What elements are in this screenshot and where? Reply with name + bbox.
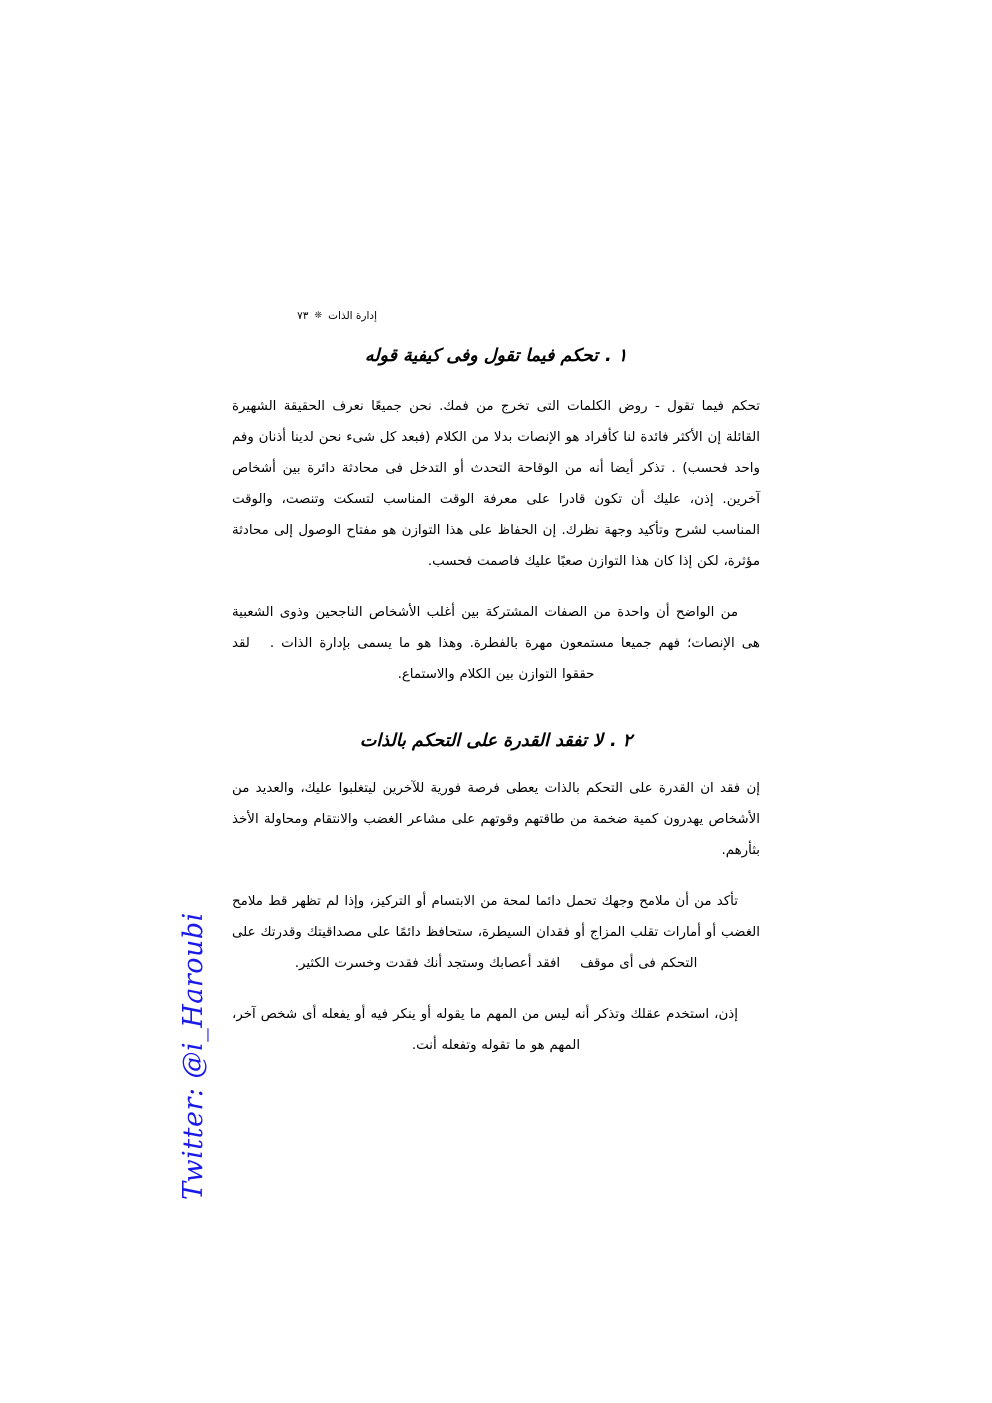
section-1-heading [232,345,760,369]
watermark-twitter-handle: Twitter: @i_Haroubi [178,912,209,1200]
section-2-paragraph-3: إذن، استخدم عقلك وتذكر أنه ليس من المهم ما يقوله أو ينكر فيه أو يفعله أى شخص آخر، المهم هو ما تقوله وتفعله أنت. [232,1007,738,1054]
section-2-number: ٢ . [609,730,633,751]
section-1-paragraph-2 [232,597,760,690]
section-1-title: تحكم فيما تقول وفى كيفية قوله [364,346,598,366]
ornament-icon: ❊ [314,311,323,321]
section-2-heading-wrap [232,730,760,754]
section-2-paragraph-1: إن فقد ان القدرة على التحكم بالذات يعطى فرصة فورية للآخرين ليتغلبوا عليك، والعديد من الأشخاص يهدرون كمية ضخمة من طاقتهم وقوتهم على مشاعر الغضب والانتقام ومحاولة الأخذ بثأرهم. [232,781,760,859]
section-1-number: ١ . [605,346,628,366]
text-column [232,345,760,1061]
section-2-heading [232,730,760,754]
section-2-paragraph-2-part-2: افقد أعصابك وستجد أنك فقدت وخسرت الكثير. [294,956,561,972]
section-1-paragraph-2-part-2: لقد حققوا التوازن بين الكلام والاستماع. [232,635,595,682]
running-header [232,310,377,323]
header-book-title: إدارة الذات [328,310,377,322]
section-1-heading-wrap [232,345,760,369]
section-1-paragraph-1: تحكم فيما تقول - روض الكلمات التى تخرج من فمك. نحن جميعًا نعرف الحقيقة الشهيرة القائلة إن الأكثر فائدة لنا كأفراد هو الإنصات بدلا من الكلام (فبعد كل شىء نحن لدينا أذنان وفم واحد فحسب) . تذكر أيضا أنه من الوقاحة التحدث أو التدخل فى محادثة دائرة بين أشخاص آخرين. إذن، عليك أن تكون قادرا على معرفة الوقت المناسب لتسكت وتنصت، والوقت المناسب لشرح وتأكيد وجهة نظرك. إن الحفاظ على هذا التوازن هو مفتاح الوصول إلى محادثة مؤثرة، لكن إذا كان هذا التوازن صعبًا عليك فاصمت فحسب. [232,398,760,569]
section-2-paragraph-2-part-1: تأكد من أن ملامح وجهك تحمل دائما لمحة من الابتسام أو التركيز، وإذا لم تظهر قط ملامح الغضب أو أمارات تقلب المزاج أو فقدان السيطرة، ستحافظ دائمًا على مصداقيتك وقدرتك على التحكم فى أى موقف [232,894,760,972]
section-2-title: لا تفقد القدرة على التحكم بالذات [359,730,603,751]
section-1-paragraph-2-part-1: من الواضح أن واحدة من الصفات المشتركة بين أغلب الأشخاص الناجحين وذوى الشعبية هى الإنصات؛ فهم جميعا مستمعون مهرة بالفطرة. وهذا هو ما يسمى بإدارة الذات . [232,604,760,651]
page-number: ٧٣ [297,310,309,322]
section-2-paragraph-2 [232,886,760,979]
